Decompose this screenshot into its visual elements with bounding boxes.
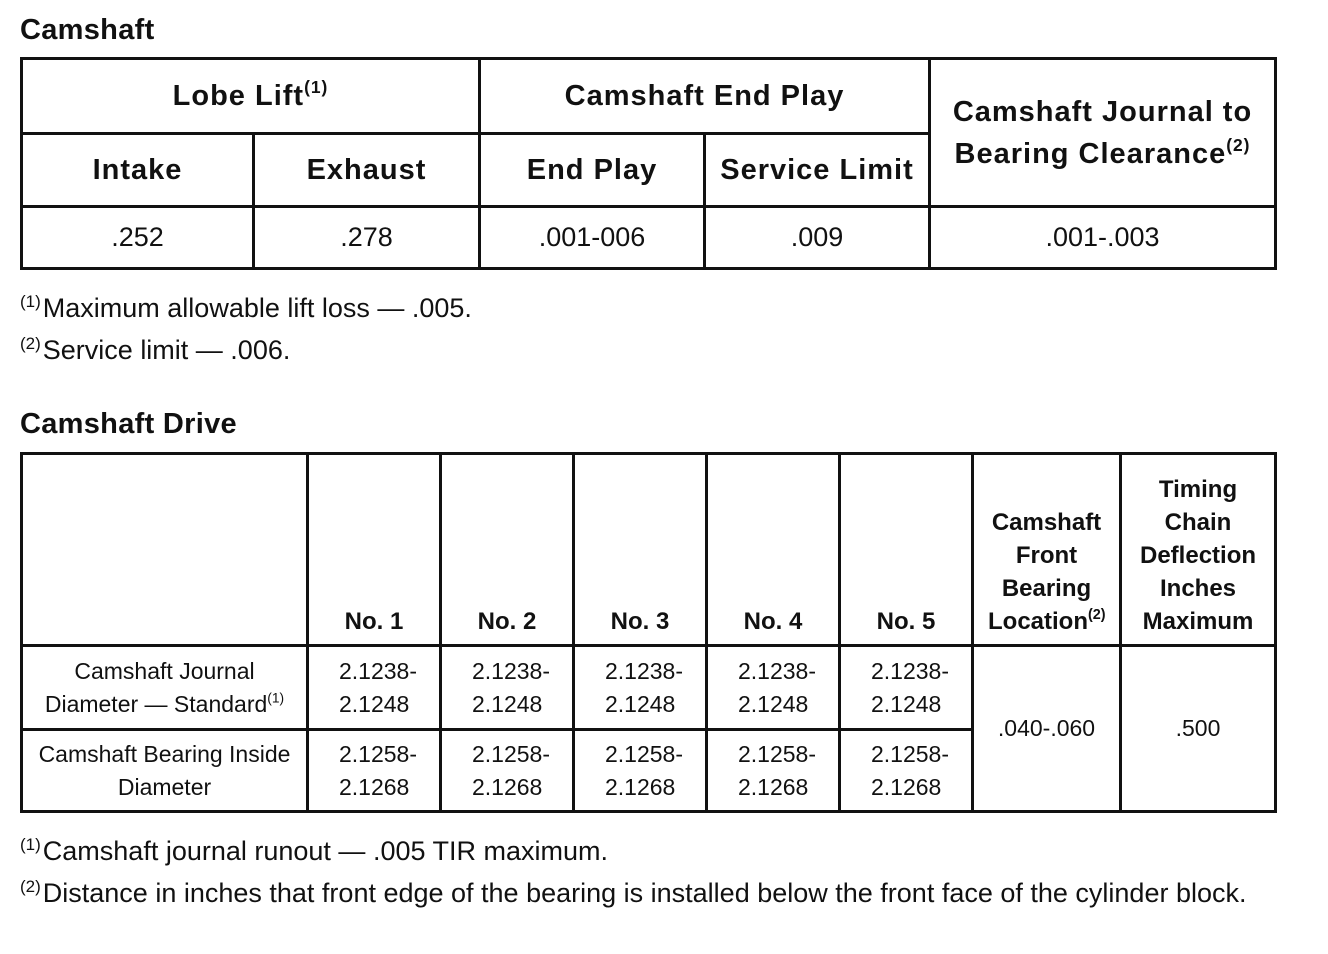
col-no2-header: No. 2 [441,454,574,646]
camshaft-footnote-2: $^{(2)}$Service limit — .006. [20,334,291,365]
col-no4-header: No. 4 [707,454,840,646]
journal-diameter-no4: 2.1238-2.1248 [707,646,840,730]
row-label-header [22,454,308,646]
journal-diameter-no2: 2.1238-2.1248 [441,646,574,730]
front-bearing-value: .040-.060 [973,646,1121,812]
col-no3-header: No. 3 [574,454,707,646]
lobe-lift-header: Lobe Lift$^{(1)}$ [22,59,480,134]
exhaust-header: Exhaust [254,134,480,207]
col-no5-header: No. 5 [840,454,973,646]
journal-diameter-label: Camshaft Journal Diameter — Standard$^{(1)}$ [22,646,308,730]
journal-diameter-no1: 2.1238-2.1248 [308,646,441,730]
journal-diameter-no3: 2.1238-2.1248 [574,646,707,730]
drive-footnote-1: $^{(1)}$Camshaft journal runout — .005 TIR maximum. [20,835,609,866]
front-bearing-header: Camshaft Front Bearing Location$^{(2)}$ [973,454,1121,646]
intake-header: Intake [22,134,254,207]
bearing-inside-diameter-no3: 2.1258-2.1268 [574,730,707,812]
bearing-inside-diameter-no1: 2.1258-2.1268 [308,730,441,812]
journal-clearance-value: .001-.003 [930,207,1276,269]
camshaft-drive-table [20,452,1277,813]
col-no1-header: No. 1 [308,454,441,646]
bearing-inside-diameter-no2: 2.1258-2.1268 [441,730,574,812]
end-play-value: .001-006 [480,207,705,269]
journal-clearance-header: Camshaft Journal to Bearing Clearance$^{(2)}$ [930,59,1276,207]
bearing-inside-diameter-no5: 2.1258-2.1268 [840,730,973,812]
service-limit-header: Service Limit [705,134,930,207]
journal-diameter-no5: 2.1238-2.1248 [840,646,973,730]
camshaft-drive-title: Camshaft Drive [20,408,237,440]
camshaft-spec-table [20,57,1277,270]
service-limit-value: .009 [705,207,930,269]
end-play-header: End Play [480,134,705,207]
chain-deflection-header: Timing Chain Deflection Inches Maximum [1121,454,1276,646]
camshaft-title: Camshaft [20,14,155,46]
camshaft-footnote-1: $^{(1)}$Maximum allowable lift loss — .005. [20,292,472,323]
chain-deflection-value: .500 [1121,646,1276,812]
exhaust-value: .278 [254,207,480,269]
intake-value: .252 [22,207,254,269]
end-play-group-header: Camshaft End Play [480,59,930,134]
bearing-inside-diameter-label: Camshaft Bearing Inside Diameter [22,730,308,812]
drive-footnote-2: $^{(2)}$Distance in inches that front edge of the bearing is installed below the front face of the cylinder block. [20,877,1247,908]
bearing-inside-diameter-no4: 2.1258-2.1268 [707,730,840,812]
